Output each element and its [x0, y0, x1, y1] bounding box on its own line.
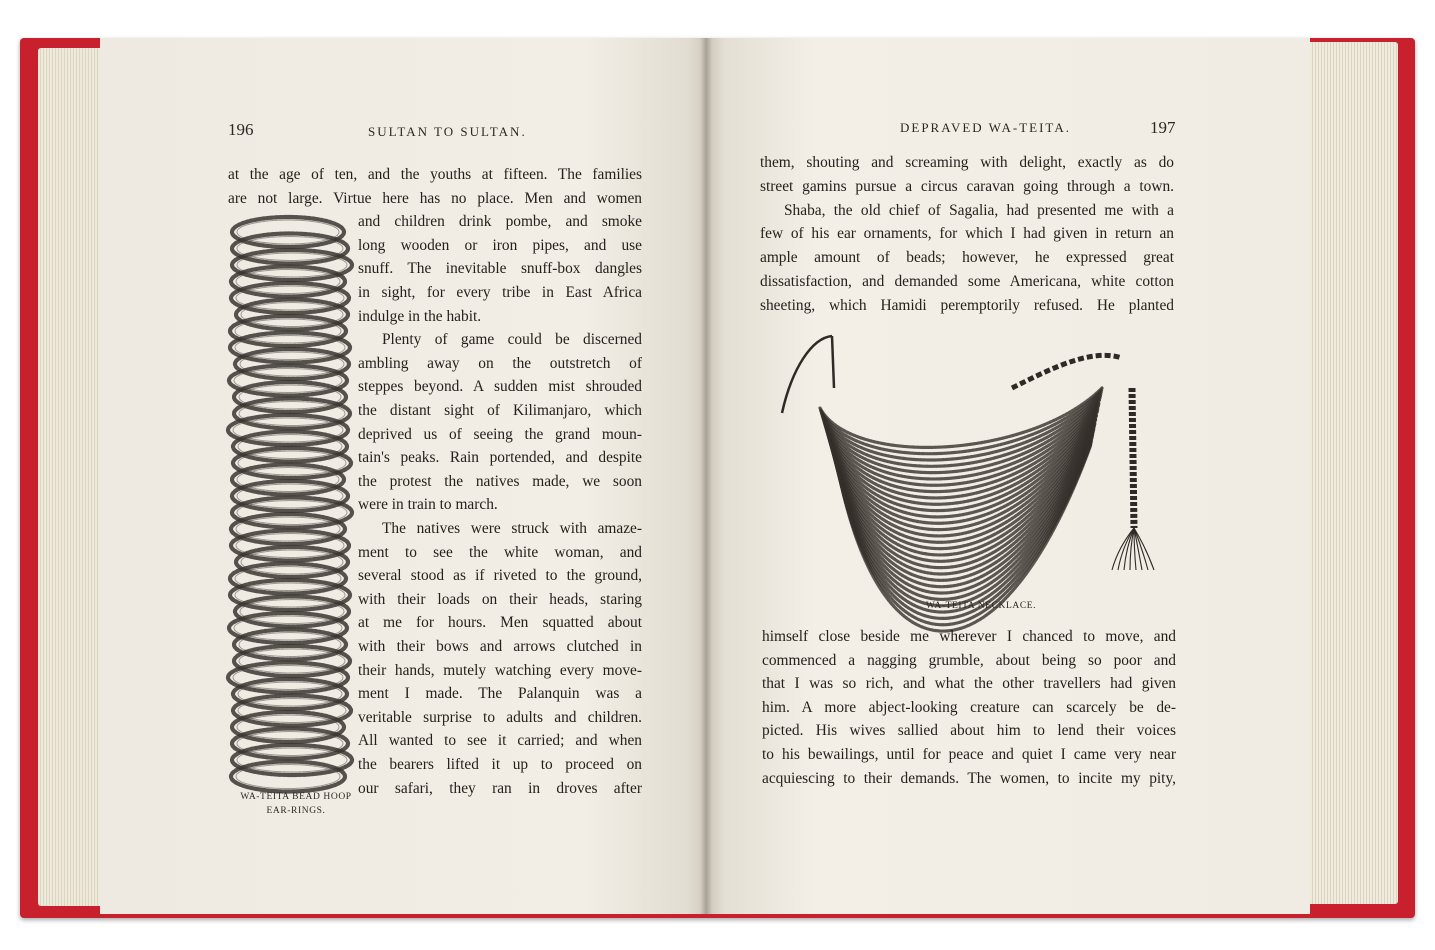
figure-caption-earrings-line2: EAR-RINGS.: [266, 806, 326, 816]
text-line: were in train to march.: [358, 496, 498, 514]
text-line: Shaba, the old chief of Sagalia, had presented me with a: [784, 201, 1174, 219]
text-line: that I was so rich, and what the other travellers had given: [762, 675, 1176, 693]
figure-caption-earrings-line1: WA-TEITA BEAD HOOP: [240, 792, 352, 802]
text-line: steppes beyond. A sudden mist shrouded: [358, 378, 642, 396]
text-line: at the age of ten, and the youths at fifteen. The families: [228, 166, 642, 183]
text-line: their hands, mutely watching every move-: [358, 661, 642, 679]
page-number-left: 196: [228, 120, 254, 139]
page-edges-left: [38, 48, 108, 906]
text-line: at me for hours. Men squatted about: [358, 614, 642, 632]
text-line: and children drink pombe, and smoke: [358, 213, 642, 231]
right-page: [706, 38, 1310, 914]
text-line: the protest the natives made, we soon: [358, 472, 642, 490]
text-line: himself close beside me wherever I chanced to move, and: [762, 628, 1176, 645]
text-line: sheeting, which Hamidi peremptorily refused. He planted: [760, 296, 1174, 314]
running-head-right: DEPRAVED WA-TEITA.: [900, 120, 1071, 135]
text-line: veritable surprise to adults and children.: [358, 708, 642, 726]
book-gutter: [700, 38, 712, 914]
text-line: picted. His wives sallied about him to lend their voices: [762, 722, 1176, 740]
text-line: ment I made. The Palanquin was a: [358, 685, 642, 703]
text-line: acquiescing to their demands. The women, to incite my pity,: [762, 769, 1176, 787]
text-line: are not large. Virtue here has no place. Men and women: [228, 189, 642, 207]
page-number-right: 197: [1150, 118, 1176, 137]
text-line: with their loads on their heads, staring: [358, 590, 642, 608]
text-line: several stood as if riveted to the ground,: [358, 567, 642, 585]
running-head-left: SULTAN TO SULTAN.: [368, 124, 527, 139]
text-line: All wanted to see it carried; and when: [358, 732, 642, 750]
text-line: few of his ear ornaments, for which I had given in return an: [760, 225, 1174, 243]
text-line: him. A more abject-looking creature can scarcely be de-: [762, 698, 1176, 716]
text-line: long wooden or iron pipes, and use: [358, 236, 642, 254]
text-line: indulge in the habit.: [358, 307, 482, 325]
left-page: [100, 38, 706, 914]
text-line: the bearers lifted it up to proceed on: [358, 756, 642, 773]
text-line: them, shouting and screaming with delight, exactly as do: [760, 154, 1174, 171]
text-line: the distant sight of Kilimanjaro, which: [358, 402, 642, 419]
text-line: snuff. The inevitable snuff-box dangles: [358, 260, 642, 278]
text-line: to his bewailings, until for peace and quiet I came very near: [762, 746, 1176, 763]
text-line: our safari, they ran in droves after: [358, 779, 642, 797]
page-edges-right: [1300, 42, 1398, 904]
text-line: dissatisfaction, and demanded some Americana, white cotton: [760, 273, 1174, 290]
text-line: in sight, for every tribe in East Africa: [358, 284, 642, 301]
necklace-illustration: [772, 328, 1192, 628]
figure-caption-necklace: WA-TEITA NECKLACE.: [925, 601, 1037, 611]
text-line: with their bows and arrows clutched in: [358, 638, 642, 655]
text-line: ambling away on the outstretch of: [358, 354, 642, 372]
text-line: Plenty of game could be discerned: [382, 331, 642, 349]
text-line: tain's peaks. Rain portended, and despite: [358, 449, 642, 467]
text-line: commenced a nagging grumble, about being so poor and: [762, 651, 1176, 669]
text-line: ment to see the white woman, and: [358, 543, 642, 561]
text-line: deprived us of seeing the grand moun-: [358, 425, 642, 443]
text-line: street gamins pursue a circus caravan going through a town.: [760, 177, 1174, 195]
text-line: The natives were struck with amaze-: [382, 520, 642, 537]
text-line: ample amount of beads; however, he expressed great: [760, 249, 1174, 267]
bead-hoop-earrings-illustration: [220, 206, 360, 796]
